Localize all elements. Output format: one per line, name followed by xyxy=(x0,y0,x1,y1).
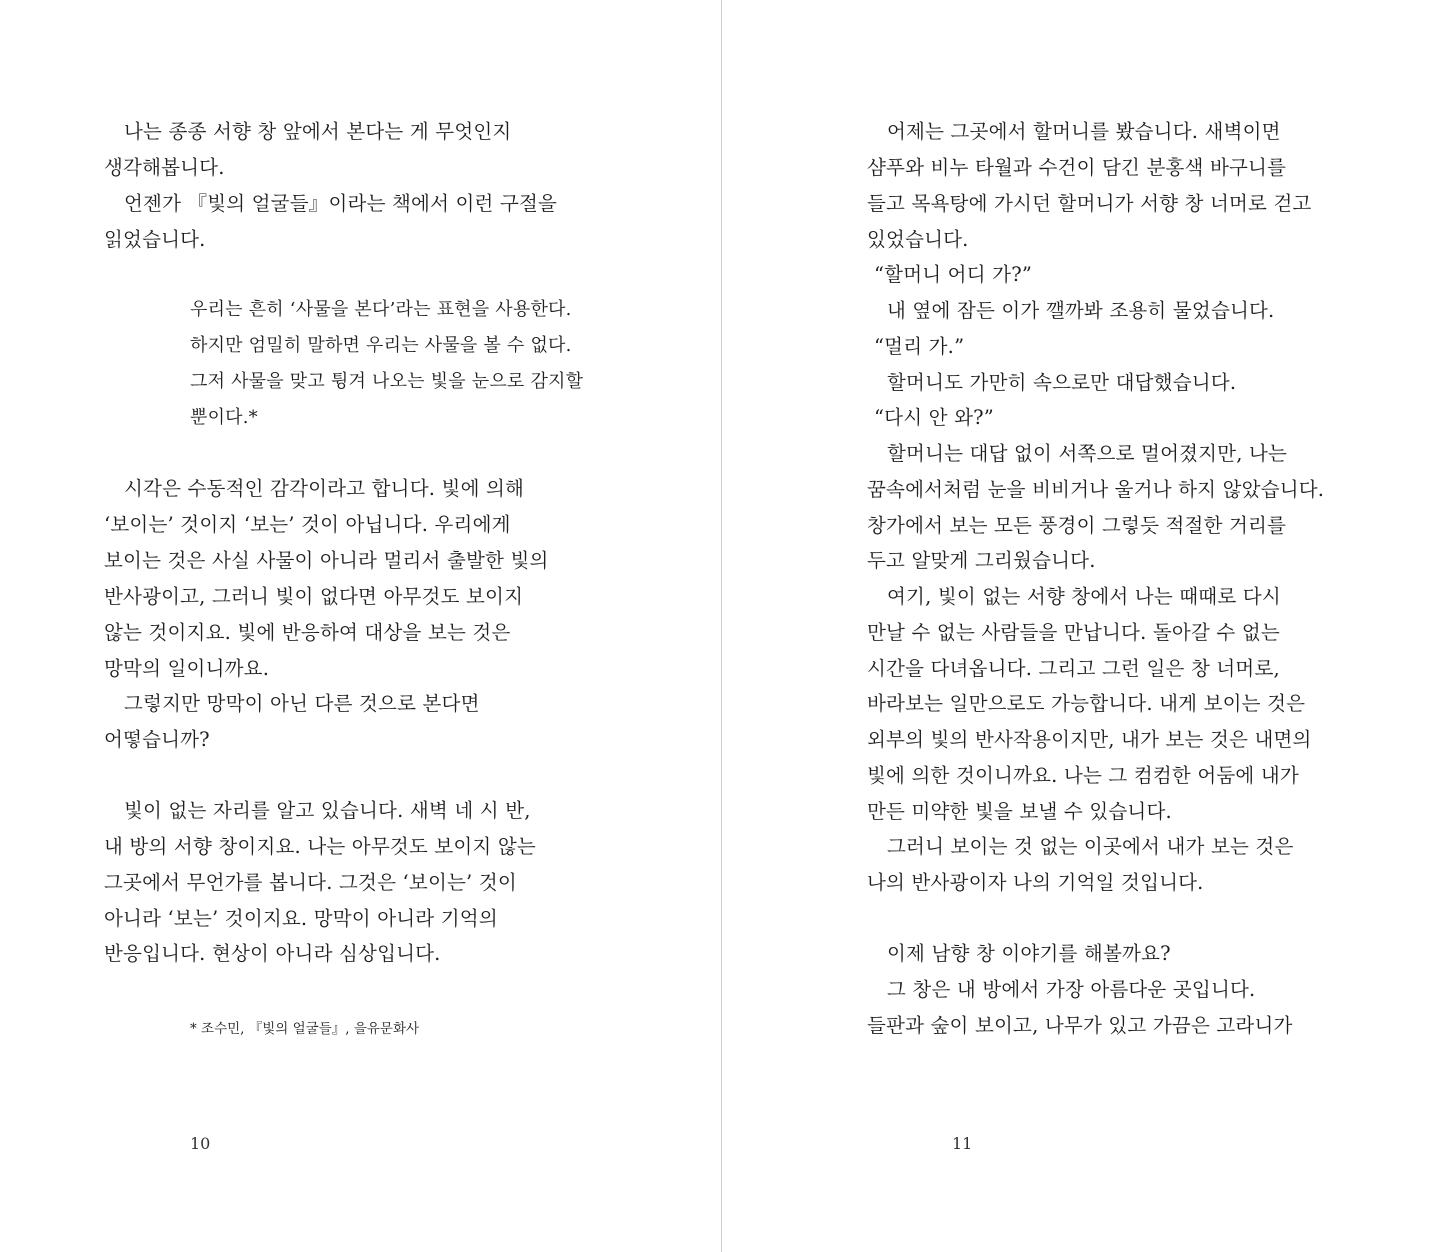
body-line: 언젠가 『빛의 얼굴들』이라는 책에서 이런 구절을 xyxy=(124,192,558,215)
body-line: 그곳에서 무언가를 봅니다. 그것은 ‘보이는’ 것이 xyxy=(104,871,517,894)
body-line: 빛이 없는 자리를 알고 있습니다. 새벽 네 시 반, xyxy=(124,799,531,822)
body-line: 이제 남향 창 이야기를 해볼까요? xyxy=(887,942,1171,965)
body-line: 어제는 그곳에서 할머니를 봤습니다. 새벽이면 xyxy=(887,120,1281,143)
body-line: 반응입니다. 현상이 아니라 심상입니다. xyxy=(104,942,441,965)
body-line: 나는 종종 서향 창 앞에서 본다는 게 무엇인지 xyxy=(124,120,512,143)
body-line: 그 창은 내 방에서 가장 아름다운 곳입니다. xyxy=(887,978,1256,1001)
body-line: “할머니 어디 가?” xyxy=(874,263,1033,286)
block-quote-line: 우리는 흔히 ‘사물을 본다’라는 표현을 사용한다. xyxy=(190,299,572,320)
body-line: 않는 것이지요. 빛에 반응하여 대상을 보는 것은 xyxy=(104,621,511,644)
left-page xyxy=(0,0,721,1252)
footnote: * 조수민, 『빛의 얼굴들』, 을유문화사 xyxy=(190,1021,420,1037)
body-line: 꿈속에서처럼 눈을 비비거나 울거나 하지 않았습니다. xyxy=(867,478,1325,501)
block-quote-line: 하지만 엄밀히 말하면 우리는 사물을 볼 수 없다. xyxy=(190,335,572,356)
body-line: 만날 수 없는 사람들을 만납니다. 돌아갈 수 없는 xyxy=(867,621,1280,644)
body-line: ‘보이는’ 것이지 ‘보는’ 것이 아닙니다. 우리에게 xyxy=(104,513,511,536)
body-line: 들고 목욕탕에 가시던 할머니가 서향 창 너머로 걷고 xyxy=(867,192,1312,215)
body-line: 여기, 빛이 없는 서향 창에서 나는 때때로 다시 xyxy=(887,585,1281,608)
page-number: 11 xyxy=(952,1134,973,1153)
body-line: 아니라 ‘보는’ 것이지요. 망막이 아니라 기억의 xyxy=(104,907,498,930)
body-line: 샴푸와 비누 타월과 수건이 담긴 분홍색 바구니를 xyxy=(867,156,1287,179)
right-page xyxy=(722,0,1446,1252)
body-line: 창가에서 보는 모든 풍경이 그렇듯 적절한 거리를 xyxy=(867,514,1287,537)
body-line: 그렇지만 망막이 아닌 다른 것으로 본다면 xyxy=(124,692,480,715)
body-line: “멀리 가.” xyxy=(874,335,965,358)
body-line: 생각해봅니다. xyxy=(104,156,225,179)
body-line: 있었습니다. xyxy=(867,228,969,251)
body-line: 바라보는 일만으로도 가능합니다. 내게 보이는 것은 xyxy=(867,692,1306,715)
body-line: 만든 미약한 빛을 보낼 수 있습니다. xyxy=(867,800,1172,823)
body-line: 시각은 수동적인 감각이라고 합니다. 빛에 의해 xyxy=(124,477,525,500)
page-number: 10 xyxy=(190,1134,211,1153)
body-line: 읽었습니다. xyxy=(104,228,206,251)
body-line: 나의 반사광이자 나의 기억일 것입니다. xyxy=(867,871,1204,894)
body-line: 빛에 의한 것이니까요. 나는 그 컴컴한 어둠에 내가 xyxy=(867,764,1299,787)
body-line: 내 옆에 잠든 이가 깰까봐 조용히 물었습니다. xyxy=(887,299,1275,322)
body-line: 반사광이고, 그러니 빛이 없다면 아무것도 보이지 xyxy=(104,585,524,608)
body-line: “다시 안 와?” xyxy=(874,406,994,429)
body-line: 두고 알맞게 그리웠습니다. xyxy=(867,549,1096,572)
body-line: 그러니 보이는 것 없는 이곳에서 내가 보는 것은 xyxy=(887,835,1294,858)
body-line: 할머니는 대답 없이 서쪽으로 멀어졌지만, 나는 xyxy=(887,442,1288,465)
body-line: 보이는 것은 사실 사물이 아니라 멀리서 출발한 빛의 xyxy=(104,549,549,572)
body-line: 망막의 일이니까요. xyxy=(104,657,270,680)
body-line: 들판과 숲이 보이고, 나무가 있고 가끔은 고라니가 xyxy=(867,1014,1293,1037)
block-quote-line: 뿐이다.* xyxy=(190,407,258,428)
body-line: 시간을 다녀옵니다. 그리고 그런 일은 창 너머로, xyxy=(867,657,1280,680)
body-line: 내 방의 서향 창이지요. 나는 아무것도 보이지 않는 xyxy=(104,835,536,858)
body-line: 할머니도 가만히 속으로만 대답했습니다. xyxy=(887,371,1237,394)
body-line: 어떻습니까? xyxy=(104,728,210,751)
body-line: 외부의 빛의 반사작용이지만, 내가 보는 것은 내면의 xyxy=(867,728,1312,751)
block-quote-line: 그저 사물을 맞고 튕겨 나오는 빛을 눈으로 감지할 xyxy=(190,371,584,392)
